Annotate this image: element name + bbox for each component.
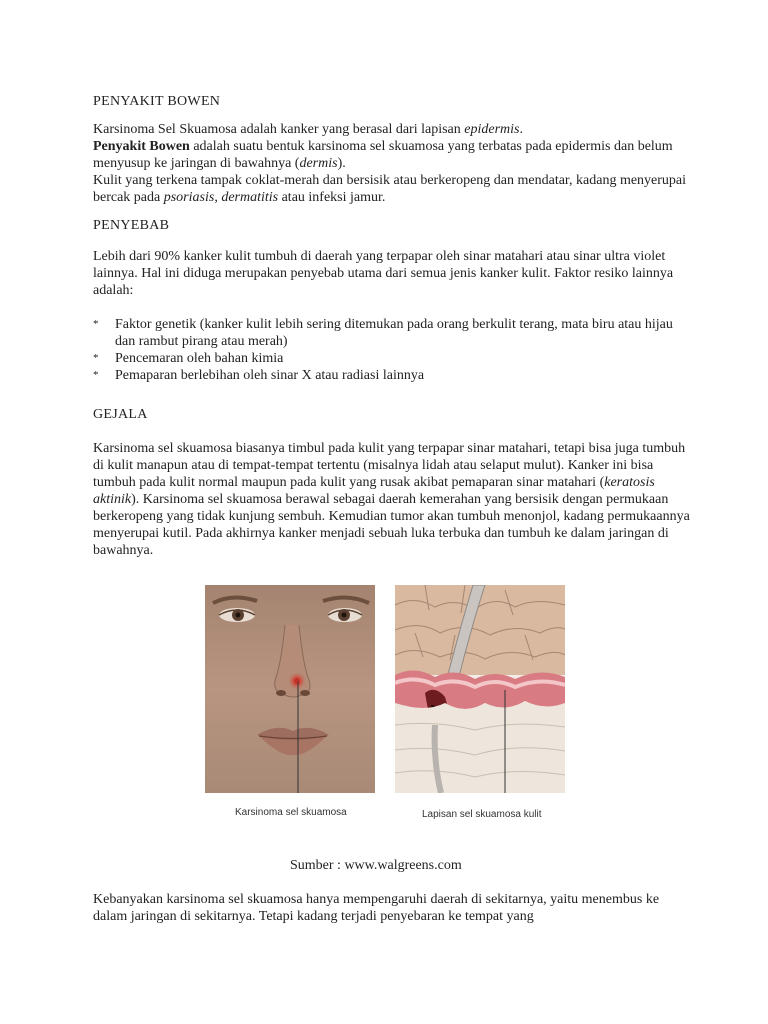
- caption-karsinoma: Karsinoma sel skuamosa: [235, 807, 347, 818]
- bullet-text: Pemaparan berlebihan oleh sinar X atau radiasi lainnya: [115, 368, 425, 383]
- text-run: Karsinoma Sel Skuamosa adalah kanker yang berasal dari lapisan: [93, 122, 465, 137]
- heading-gejala: GEJALA: [93, 407, 148, 422]
- text-run: atau infeksi jamur.: [278, 190, 386, 205]
- bullet-star-icon: *: [93, 352, 99, 364]
- bullet-star-icon: *: [93, 318, 99, 330]
- term-keratosis-aktinik: keratosis aktinik: [93, 475, 655, 507]
- bullet-text: Pencemaran oleh bahan kimia: [115, 351, 284, 366]
- term-penyakit-bowen: Penyakit Bowen: [93, 139, 190, 154]
- term-dermis: dermis: [299, 156, 338, 171]
- paragraph-closing: Kebanyakan karsinoma sel skuamosa hanya mempengaruhi daerah di sekitarnya, yaitu menembus ke dalam jaringan di sekitarnya. Tetapi kadang terjadi penyebaran ke tempat yang: [93, 892, 660, 924]
- term-psoriasis: psoriasis: [163, 190, 215, 205]
- text-run: Karsinoma sel skuamosa biasanya timbul pada kulit yang terpapar sinar matahari, tetapi bisa juga tumbuh di kulit manapun atau di tempat-tempat tertentu (misalnya lidah atau selaput mulut). Kanker ini bisa tumbuh pada kulit normal maupun pada kulit yang rusak akibat pemaparan sinar matahari (: [93, 441, 686, 490]
- text-run: ,: [214, 190, 222, 205]
- term-dermatitis: dermatitis: [221, 190, 279, 205]
- bullet-star-icon: *: [93, 369, 99, 381]
- text-run: ). Karsinoma sel skuamosa berawal sebagai daerah kemerahan yang bersisik dengan permukaan berkeropeng yang tidak kunjung sembuh. Kemudian tumor akan tumbuh menonjol, kadang permukaannya menyerupai kutil. Pada akhirnya kanker menjadi sebuah luka terbuka dan tumbuh ke dalam jaringan di bawahnya.: [93, 492, 690, 558]
- face-illustration: [205, 585, 375, 793]
- heading-penyakit-bowen: PENYAKIT BOWEN: [93, 94, 221, 109]
- medical-illustration: [205, 585, 565, 825]
- list-item: [93, 350, 675, 367]
- paragraph-bowen-definition: [93, 121, 693, 206]
- text-run: .: [519, 122, 523, 137]
- text-run: adalah suatu bentuk karsinoma sel skuamosa yang terbatas pada epidermis dan belum menyusup ke jaringan di bawahnya (: [93, 139, 673, 171]
- bullet-text: Faktor genetik (kanker kulit lebih sering ditemukan pada orang berkulit terang, mata biru atau hijau dan rambut pirang atau merah): [115, 317, 673, 349]
- skin-layer-illustration: [395, 585, 565, 793]
- paragraph-penyebab: Lebih dari 90% kanker kulit tumbuh di daerah yang terpapar oleh sinar matahari atau sinar ultra violet lainnya. Hal ini diduga merupakan penyebab utama dari semua jenis kanker kulit. Faktor resiko lainnya adalah:: [93, 249, 674, 298]
- text-run: Kulit yang terkena tampak coklat-merah dan bersisik atau berkeropeng dan mendatar, kadang menyerupai bercak pada: [93, 173, 687, 205]
- paragraph-gejala: [93, 440, 693, 559]
- figure-source: Sumber : www.walgreens.com: [290, 858, 462, 873]
- list-item: [93, 316, 675, 350]
- text-run: ).: [337, 156, 346, 171]
- caption-lapisan-kulit: Lapisan sel skuamosa kulit: [422, 809, 542, 820]
- list-item: [93, 367, 675, 384]
- heading-penyebab: PENYEBAB: [93, 218, 170, 233]
- skin-cross-section-image: [395, 585, 565, 793]
- term-epidermis: epidermis: [464, 122, 520, 137]
- face-image: [205, 585, 375, 793]
